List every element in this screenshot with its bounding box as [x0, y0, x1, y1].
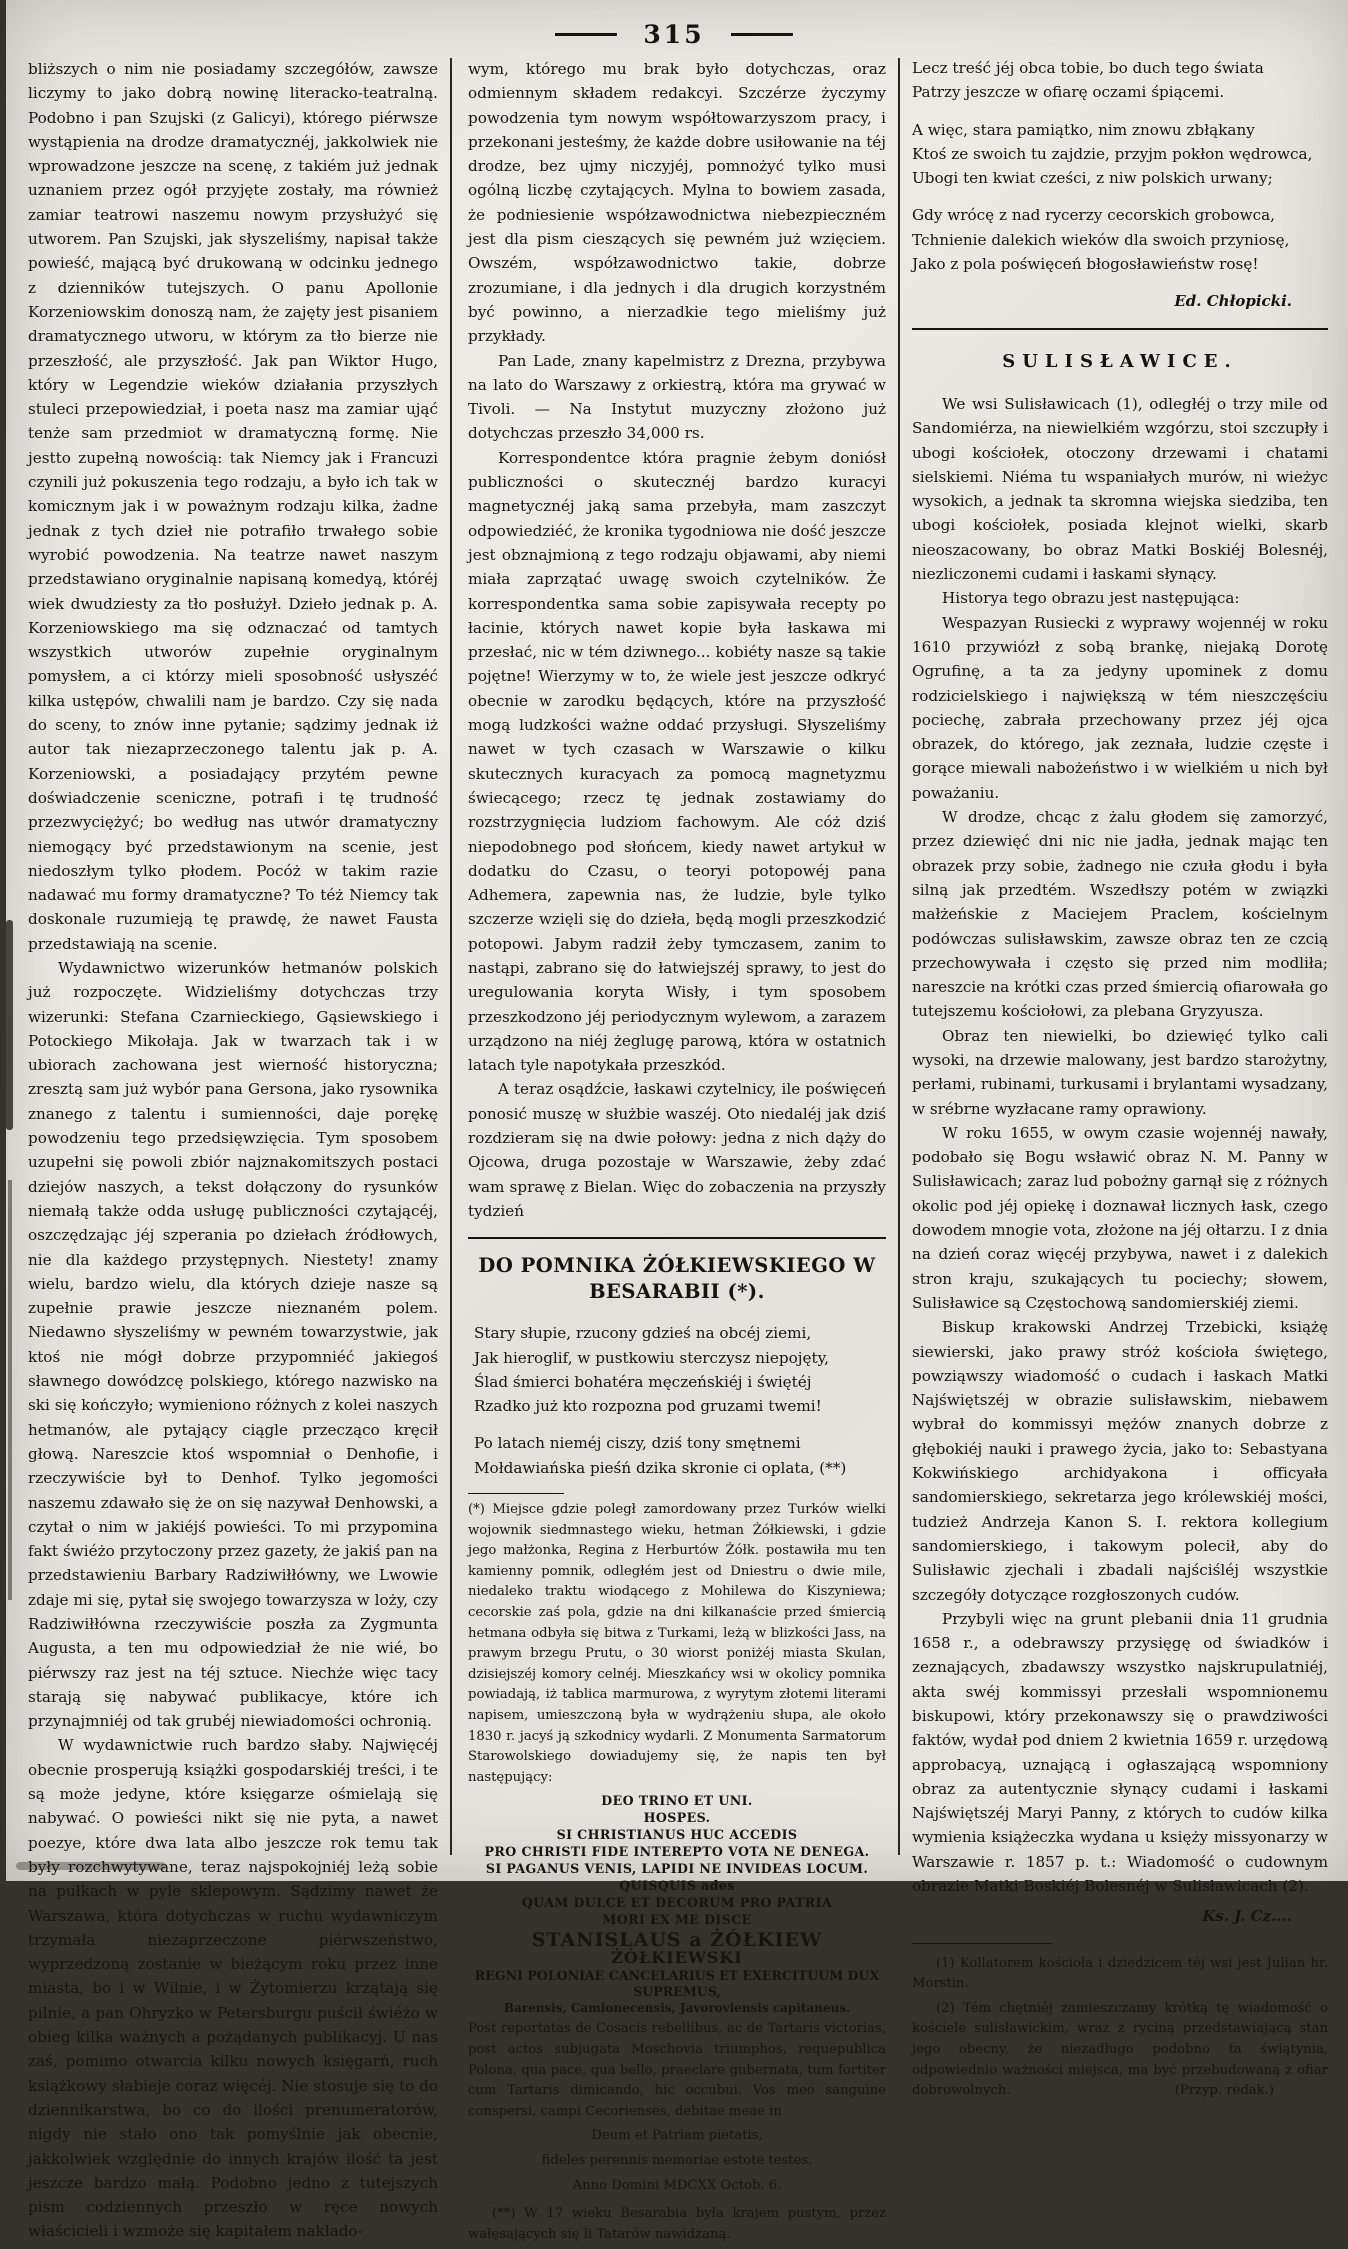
footnote-text: (*) Miejsce gdzie poległ zamordowany przez Turków wielki wojownik siedmnastego wieku, hetman Żółkiewski, i gdzie jego małżonka, Regina z Herburtów Żółk. postawiła mu ten kamienny pomnik, odległém jest od Dniestru o dwie mile, niedaleko traktu wiodącego z Mohilewa do Kiszyniewa; cecorskie zaś pola, gdzie na dni kilkanaście przed śmiercią hetmana odbyła się bitwa z Turkami, leżą w blizkości Jass, na prawym brzegu Prutu, o 30 wiorst poniżéj miasta Skulan, dzisiejszéj komory celnéj. Mieszkańcy wsi w okolicy pomnika powiadają, iż tablica marmurowa, z wyrytym złotemi literami napisem, umieszczoną była w wydrążeniu słupa, ale około 1830 r. jacyś ją szkodnicy wydarli. Z Monumenta Sarmatorum Starowolskiego dowiadujemy się, że napis ten był następujący:	[468, 1502, 886, 1785]
poem-line: Stary słupie, rzucony gdzieś na obcéj ziemi,	[474, 1324, 812, 1343]
scan-artifact	[8, 1180, 12, 1600]
poem-line: Ktoś ze swoich tu zajdzie, przyjm pokłon wędrowca,	[912, 144, 1313, 163]
article-author-signature: Ks. J. Cz....	[1202, 1907, 1292, 1926]
inscription-name: ŻÓŁKIEWSKI	[611, 1948, 743, 1968]
paragraph: Pan Lade, znany kapelmistrz z Drezna, przybywa na lato do Warszawy z orkiestrą, która ma grywać w Tivoli. — Na Instytut muzyczny złożono już dotychczas przeszło 34,000 rs.	[468, 351, 886, 443]
latin-line: Deum et Patriam pietatis,	[591, 2128, 763, 2144]
inscription-line: PRO CHRISTI FIDE INTEREPTO VOTA NE DENEGA.	[484, 1844, 870, 1860]
poem-stanza	[474, 1431, 886, 1480]
editor-note: (Przyp. redak.)	[1174, 2083, 1274, 2099]
poem-line: Jako z pola poświęceń błogosławieństw rosę!	[912, 255, 1259, 274]
inscription-title: REGNI POLONIAE CANCELARIUS ET EXERCITUUM DUX SUPREMUS,	[474, 1968, 880, 2000]
latin-line: fideles perennis memoriae estote testes.	[541, 2152, 813, 2168]
poem-line: Lecz treść jéj obca tobie, bo duch tego świata	[912, 59, 1264, 77]
poem-line: Tchnienie dalekich wieków dla swoich przyniosę,	[912, 230, 1290, 249]
column-3	[912, 52, 1328, 2106]
paragraph: Historya tego obrazu jest następująca:	[942, 589, 1240, 608]
poem-author-signature: Ed. Chłopicki.	[1174, 292, 1292, 311]
poem-line: Rzadko już kto rozpozna pod gruzami twemi!	[474, 1397, 822, 1416]
poem-line: Ubogi ten kwiat cześci, z niw polskich urwany;	[912, 169, 1273, 188]
article-title: SULISŁAWICE.	[1002, 350, 1238, 372]
footnote-1: (1) Kollatorem kościoła i dziedzicem téj wsi jest Julian hr. Morstin.	[912, 1955, 1328, 1992]
paragraph: Biskup krakowski Andrzej Trzebicki, książę siewierski, jako prawy stróż kościoła świętego, powziąwszy wiadomość o cudach i łaskach Matki Najświętszéj w obrazie sulisławskim, niebawem wybrał do kommissyi mężów znanych dobrze z głębokiéj nauki i prawego życia, jako to: Sebastyana Kokwińskiego archidyakona i officyała sandomierskiego, sekretarza jego królewskiéj mości, tudzież Andrzeja Kanon S. I. rektora kollegium sandomierskiego, i takowym polecił, aby do Sulisławic zjechali i zbadali najściśléj wszystkie szczegóły dotyczące rozgłoszonych cudów.	[912, 1318, 1328, 1604]
poem-stanza	[912, 118, 1328, 191]
column-divider-1	[450, 58, 452, 1855]
paragraph: We wsi Sulisławicach (1), odległéj o trzy mile od Sandomiérza, na niewielkiém wzgórzu, stoi szczupły i ubogi kościołek, otoczony drzewami i chatami sielskiemi. Niéma tu wspaniałych murów, ni wieżyc wysokich, a jednak ta skromna wiejska siedziba, ten ubogi kościołek, posiada klejnot wielki, skarb nieoszacowany, bo obraz Matki Boskiéj Bolesnéj, niezliczonemi cudami i łaskami słynący.	[912, 394, 1328, 584]
poem-line: Po latach nieméj ciszy, dziś tony smętnemi	[474, 1434, 801, 1453]
poem-line: Gdy wrócę z nad rycerzy cecorskich grobowca,	[912, 206, 1275, 225]
poem-title: DO POMNIKA ŻÓŁKIEWSKIEGO W BESARABII (*).	[478, 1254, 876, 1304]
footnote-star	[468, 1500, 886, 2245]
paragraph: Korrespondentce która pragnie żebym doniósł publiczności o skutecznéj bardzo kuracyi magnetycznéj jaką sama przebyła, mam zaszczyt odpowiedziéć, że kronika tygodniowa nie dość jeszcze jest obznajmioną z tego rodzaju objawami, aby niemi miała zaprzątać uwagę swoich czytelników. Że korrespondentka sama sobie zapisywała recepty po łacinie, których nawet kopie była łaskawa mi przesłać, nic w tém dziwnego... kobiéty nasze są takie pojętne! Wierzymy w to, że wiele jest jeszcze odkryć obecnie w zarodku będących, które na przyszłość mogą ludzkości ważne oddać przysługi. Słyszeliśmy nawet w tych czasach w Warszawie o kilku skutecznych kuracyach za pomocą magnetyzmu świecącego; rzecz tę jednak zostawiamy do rozstrzygnięcia ludziom fachowym. Ale cóż dziś niepodobnego pod słońcem, kiedy nawet artykuł w dodatku do Czasu, o teoryi potopowéj pana Adhemera, zapewnia nas, że ludzie, byle tylko szczerze wzięli się do dzieła, będą mogli przeszkodzić potopowi. Jabym radził żeby tymczasem, zanim to nastąpi, zabrano się do łatwiejszéj sprawy, to jest do uregulowania koryta Wisły, i tym sposobem przeszkodzono jéj periodycznym wylewom, a zarazem urządzono na niéj żeglugę parową, która w ostatnich latach tyle napotykała przeszkód.	[468, 448, 886, 1075]
footnote-separator	[912, 1943, 1052, 1944]
paragraph: A teraz osądźcie, łaskawi czytelnicy, ile poświęceń ponosić muszę w służbie waszéj. Oto niedaléj jak dziś rozdzieram się na dwie połowy: jedna z nich dąży do Ojcowa, druga pozostaje w Warszawie, żeby zdać wam sprawę z Bielan. Więc do zobaczenia na przyszły tydzień	[468, 1080, 886, 1220]
inscription-line: DEO TRINO ET UNI.	[601, 1793, 753, 1809]
inscription-line: SI PAGANUS VENIS, LAPIDI NE INVIDEAS LOCUM.	[485, 1861, 869, 1877]
footnote-2	[912, 1999, 1328, 2102]
poem	[474, 1321, 886, 1480]
poem-stanza	[912, 56, 1328, 105]
inscription-subtitle: Barensis, Camionecensis, Javoroviensis capitaneus.	[503, 2001, 851, 2016]
paragraph: Przybyli więc na grunt plebanii dnia 11 grudnia 1658 r., a odebrawszy przysięgę od świadków i zeznających, zbadawszy wszystko najskrupulatniéj, akta swéj kommissyi przesłali wspomnionemu biskupowi, który przekonawszy się o prawdziwości faktów, wydał pod dniem 2 kwietnia 1659 r. urzędową approbacyą, uznającą i ogłaszającą wspomniony obraz za autentycznie słynący cudami i łaskami Najświętszéj Maryi Panny, z których to cudów kilka wymienia książeczka wydana u księży missyonarzy w Warszawie r. 1857 p. t.: Wiadomość o cudownym obrazie Matki Boskiéj Bolesnéj w Sulisławicach (2).	[912, 1609, 1328, 1896]
paragraph: Wydawnictwo wizerunków hetmanów polskich już rozpoczęte. Widzieliśmy dotychczas trzy wizerunki: Stefana Czarnieckiego, Gąsiewskiego i Potockiego Mikołaja. Jak w twarzach tak i w ubiorach zachowana jest wierność historyczna; zresztą sam już wybór pana Gersona, jako rysownika znanego z talentu i sumienności, daje porękę powodzeniu tego przedsięwzięcia. Tym sposobem uzupełni się powoli zbiór najznakomitszych postaci dziejów naszych, a tekst dołączony do rysunków niemałą także odda usługę publiczności czytającéj, oszczędzając jéj szperania po dziełach źródłowych, nie dla każdego przystępnych. Niestety! znamy wielu, bardzo wielu, dla których dzieje nasze są zupełnie prawie jeszcze nieznaném polem. Niedawno słyszeliśmy w pewném towarzystwie, jak ktoś nie mógł dobrze przypomniéć jakiegoś sławnego dowódzcę polskiego, którego nazwisko na ski się kończyło; wymieniono różnych z kolei naszych hetmanów, ale pytający ciągle przecząco kręcił głową. Nareszcie ktoś wspomniał o Denhofie, i rzeczywiście był to Denhof. Tylko jegomości naszemu zdawało się że on się nazywał Denhowski, a czytał o nim w jakiéjś powieści. To mi przypomina fakt świéżo przytoczony przez gazety, że jakiś pan na przedstawieniu Barbary Radziwiłłówny, we Lwowie zdaje mi się, pytał się swojego towarzysza w loży, czy Radziwiłłówna rzeczywiście poszła za Zygmunta Augusta, a ten mu odpowiedział że nie wié, bo piérwszy raz jest na téj sztuce. Niechże więc tacy starają się nabywać publikacye, które ich przynajmniéj od tak grubéj niewiadomości ochronią.	[28, 958, 438, 1731]
footnote-separator	[468, 1493, 564, 1494]
section-rule	[912, 328, 1328, 330]
poem-line: Ślad śmierci bohatéra męczeńskiéj i świętéj	[474, 1372, 812, 1391]
poem-line: Jak hieroglif, w pustkowiu sterczysz niepojęty,	[474, 1348, 829, 1367]
column-2	[468, 57, 886, 2249]
poem-line: A więc, stara pamiątko, nim znowu zbłąkany	[912, 120, 1255, 139]
page-number: 315	[643, 20, 705, 49]
poem-stanza	[912, 203, 1328, 276]
latin-inscription	[468, 1792, 886, 2017]
inscription-line: QUISQUIS ades	[619, 1878, 735, 1894]
section-rule	[468, 1237, 886, 1239]
article-footnotes	[912, 1954, 1328, 2102]
paragraph: W roku 1655, w owym czasie wojennéj nawały, podobało się Bogu wsławić obraz N. M. Panny w Sulisławicach; zaraz lud pobożny garnął się z różnych okolic pod jéj opiekę i doznawał licznych łask, czego dowodem mnogie vota, złożone na jéj ołtarzu. I z dnia na dzień coraz więcéj przybywa, nawet i z dalekich stron kraju, szukających tu pociechy; słowem, Sulisławice są Częstochową sandomierskiéj ziemi.	[912, 1123, 1328, 1312]
inscription-line: MORI EX ME DISCE	[602, 1912, 752, 1928]
poem-stanza	[474, 1321, 886, 1418]
paragraph: Wespazyan Rusiecki z wyprawy wojennéj w roku 1610 przywiózł z sobą brankę, niejaką Dorotę Ogrufinę, a ta za jedyny upominek z domu rodzicielskiego i największą w tém nieszczęściu pociechę, zabrała przechowany przez jéj ojca obrazek, do którego, jak zeznała, ludzie częste i gorące miewali nabożeństwo i w wielkiém u nich był poważaniu.	[912, 613, 1328, 802]
inscription-name: STANISLAUS a ŻÓŁKIEW	[531, 1929, 823, 1952]
paragraph: bliższych o nim nie posiadamy szczegółów, zawsze liczymy to jako dobrą nowinę literacko-teatralną. Podobno i pan Szujski (z Galicyi), którego piérwsze wystąpienia na drodze dramatycznéj, jakkolwiek nie wprowadzone jeszcze na scenę, z takiém już jednak uznaniem przez ogół przyjęte zostały, ma również zamiar teatrowi naszemu nowym przysłużyć się utworem. Pan Szujski, jak słyszeliśmy, napisał także powieść, mającą być drukowaną w odcinku jednego z dzienników tutejszych. O panu Apollonie Korzeniowskim donoszą nam, że zajęty jest pisaniem dramatycznego utworu, w którym za tło bierze nie przeszłość, ale przyszłość. Jak pan Wiktor Hugo, który w Legendzie wieków działania przyszłych stuleci przepowiedział, i poeta nasz ma zamiar ująć tenże sam przedmiot w dramatyczną formę. Nie jestto zupełną nowością: tak Niemcy jak i Francuzi czynili już pokuszenia tego rodzaju, a było ich tak w komicznym jak i w poważnym rodzaju kilka, żadne jednak z tych dzieł nie potrafiło trwałego sobie wyrobić powodzenia. Na teatrze nawet naszym przedstawiano oryginalnie napisaną komedyą, któréj wiek dwudziesty za tło posłużył. Dzieło jednak p. A. Korzeniowskiego ma się odznaczać od tamtych wszystkich utworów zupełnie oryginalnym pomysłem, a ci którzy mieli sposobność usłyszéć kilka ustępów, chwalili nam je bardzo. Czy się nada do sceny, to znów inne pytanie; sądzimy jednak iż autor tak niezaprzeczonego talentu jak p. A. Korzeniowski, a posiadający przytém pewne doświadczenie sceniczne, potrafi i tę trudność przezwyciężyć; bo według nas utwór dramatyczny niemogący być przedstawionym na scenie, jest niedoszłym tylko płodem. Pocóż w takim razie nadawać mu formy dramatyczne? To téż Niemcy tak doskonale ruzumieją tę prawdę, że nawet Fausta przedstawiają na scenie.	[28, 60, 438, 953]
paragraph: Obraz ten niewielki, bo dziewięć tylko cali wysoki, na drzewie malowany, jest bardzo starożytny, perłami, rubinami, turkusami i brylantami wysadzany, w srébrne wyzłacane ramy oprawiony.	[912, 1026, 1328, 1118]
paragraph: wym, którego mu brak było dotychczas, oraz odmiennym składem redakcyi. Szczérze życzymy powodzenia tym nowym współtowarzyszom pracy, i przekonani jesteśmy, że każde dobre usiłowanie na téj drodze, bez ujmy niczyjéj, pomnożyć tylko musi ogólną liczbę czytających. Mylna to bowiem zasada, że podniesienie współzawodnictwa niebezpieczném jest dla pism cieszących się pewném już wzięciem. Owszém, współzawodnictwo takie, dobrze zrozumiane, i dla jednych i dla drugich korzystném być powinno, a nierzadkie tego mieliśmy już przykłady.	[468, 60, 886, 346]
poem-line: Patrzy jeszcze w ofiarę oczami śpiącemi.	[912, 83, 1225, 102]
latin-line: Anno Domini MDCXX Octob. 6.	[572, 2177, 782, 2193]
inscription-line: SI CHRISTIANUS HUC ACCEDIS	[556, 1827, 798, 1843]
paragraph: W wydawnictwie ruch bardzo słaby. Najwięcéj obecnie prosperują książki gospodarskiéj treści, i te są może jedyne, które księgarze ośmielają się nabywać. O powieści nikt się nie pyta, a nawet poezye, które dwa lata albo jeszcze rok temu tak były rozchwytywane, teraz najspokojniéj leżą sobie na pułkach w pyle sklepowym. Sądzimy nawet że Warszawa, która dotychczas w ruchu wydawniczym trzymała niezaprzeczone piérwszeństwo, wyprzedzoną zostanie w bieżącym roku przez inne miasta, bo i w Wilnie, i w Żytomierzu krzątają się pilnie, a pan Ohryzko w Petersburgu puścił świéżo w obieg kilka ważnych a pożądanych publikacyj. U nas zaś, pomimo otwarcia kilku nowych księgarń, ruch książkowy słabieje coraz więcéj. Nie stosuje się to do dziennikarstwa, bo co do ilości prenumeratorów, nigdy nie stało ono tak pomyślnie jak obecnie, jakkolwiek względnie do innych krajów ilość ta jest jeszcze bardzo małą. Podobno jedno z tutejszych pism codziennych przeszło w ręce nowych właścicieli i wzmoże się kapitałem nakłado-	[28, 1736, 438, 2241]
paragraph: W drodze, chcąc z żalu głodem się zamorzyć, przez dziewięć dni nic nie jadła, jednak mając ten obrazek przy sobie, żadnego nie czuła głodu i była silną jak przedtém. Wszedłszy potém w związki małżeńskie z Maciejem Praclem, kościelnym podówczas sulisławskim, zawsze obraz ten ze czcią przechowywała i często się przed nim modliła; nareszcie na krótki czas przed śmiercią ofiarowała go tutejszemu kościołowi, za plebana Gryzyusza.	[912, 808, 1328, 1021]
inscription-line: QUAM DULCE ET DECORUM PRO PATRIA	[521, 1895, 833, 1911]
latin-paragraph: Post reportatas de Cosacis rebellibus, ac de Tartaris victorias, post actos subjugata Moschovia triumphos, requepublica Polona, qua pace, qua bello, praeclare gubernata, tum fortiter cum Tartaris dimicando, hic occubui. Vos meo sanguine conspersi, campi Cecorienses, debitae meae in	[468, 2021, 886, 2119]
footnote-doublestar: (**) W 17 wieku Besarabia była krajem pustym, przez wałęsających się li Tatarów nawidzaną.	[468, 2206, 886, 2242]
poem-line: Mołdawiańska pieśń dzika skronie ci oplata, (**)	[474, 1458, 847, 1477]
column-divider-2	[898, 58, 900, 1855]
poem-continuation	[912, 56, 1328, 276]
inscription-line: HOSPES.	[643, 1810, 711, 1826]
header-rule-left	[555, 33, 617, 36]
page-header	[0, 20, 1348, 49]
header-rule-right	[731, 33, 793, 36]
column-1	[28, 57, 438, 2244]
footnote-2-text: (2) Tém chętniéj zamieszczamy krótką tę wiadomość o kościele sulisławickim, wraz z ryciną przedstawiającą stan jego obecny, że niezadługo podobno ta świątynia, odpowiednio ważności miejsca, ma być przebudowaną z ofiar dobrowolnych.	[912, 2000, 1328, 2099]
scan-artifact	[6, 920, 13, 1130]
